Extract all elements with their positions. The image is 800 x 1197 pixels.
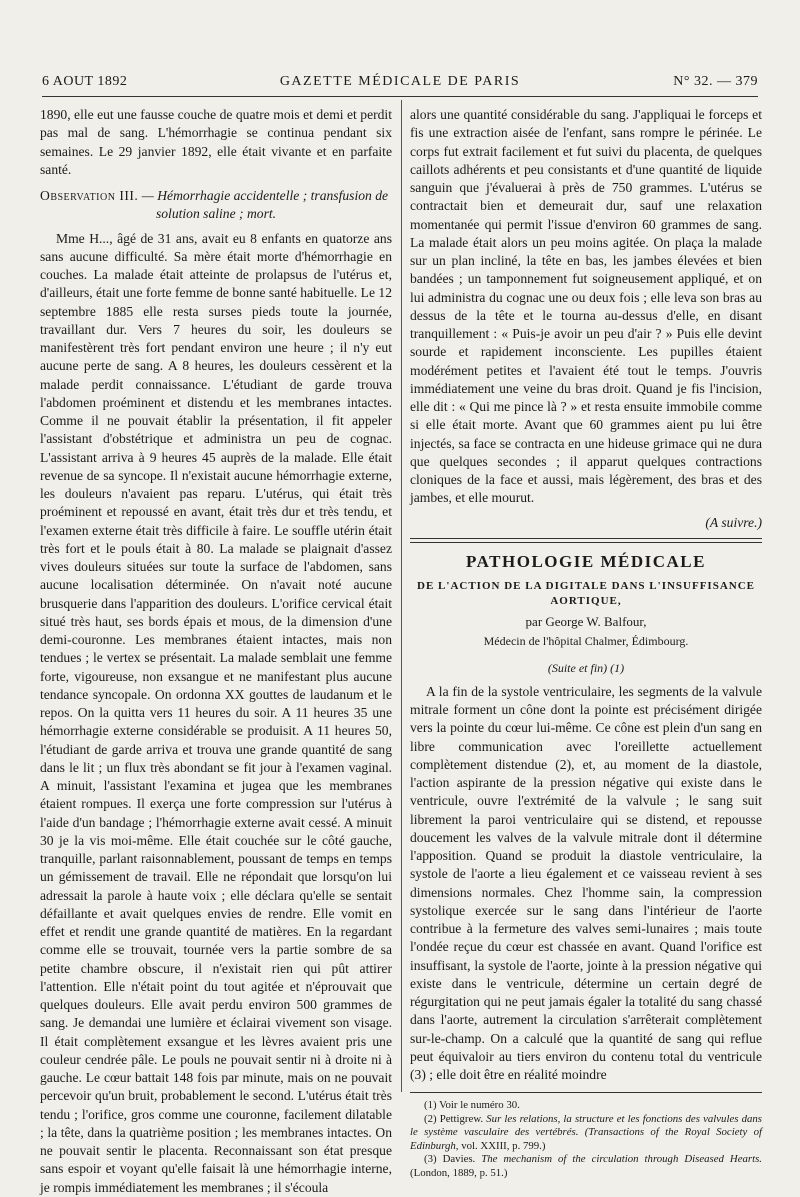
article-body: A la fin de la systole ventriculaire, les segments de la valvule mitrale forment un cône dont la pointe est précisément dirigée vers la pointe du cœur lui-même. Ce cône est plein d'un sang en libre communication avec l'oreillette actuellement complètement distendue (2), et, au moment de la diastole, l'action aspirante de la pression négative qui existe dans le ventricule, ouvre l'extrémité de la valvule ; le sang suit librement la paroi ventriculaire qui se distend, et repousse doucement les valves de la valvule mitrale dont il détermine l'apposition. Quand se produit la diastole ventriculaire, la systole de l'aorte a lieu également et ce vaisseau revient à ses dimensions normales. Chez l'homme sain, la compression systolique exercée sur le sang dans l'intérieur de l'aorte contribue à la fermeture des valves semi-lunaires ; mais toute l'ondée reçue du cœur est chassée en avant. Quand l'orifice est insuffisant, la systole de l'aorte, jointe à la pression négative qui existe dans le ventricule, détermine un certain degré de régurgitation qui ne peut jamais égaler la totalité du sang chassé dans l'aorte, autrement la circulation s'arrêterait complètement sur-le-champ. On a calculé que la quantité de sang qui reflue peut équivaloir au tiers environ du contenu total du ventricule (3) ; elle doit être en réalité moindre [410, 683, 762, 1082]
article-author: par George W. Balfour, [525, 614, 647, 629]
footnote-2-ref: , vol. XXIII, p. 799.) [455, 1139, 546, 1152]
footnote-2-author: (2) Pettigrew. [424, 1112, 487, 1125]
footnote-3-title: The mechanism of the circulation through Diseased Hearts. [481, 1153, 763, 1166]
header-page-number: N° 32. — 379 [673, 74, 758, 89]
footnote-3 [410, 1153, 762, 1180]
header-date: 6 AOUT 1892 [42, 74, 128, 89]
author-affiliation: Médecin de l'hôpital Chalmer, Édimbourg. [483, 634, 689, 649]
header-rule [42, 96, 758, 97]
observation-label: Observation III. [40, 188, 139, 203]
footnote-1: (1) Voir le numéro 30. [424, 1099, 520, 1112]
continued-paragraph-right: alors une quantité considérable du sang. J'appliquai le forceps et fis une extraction aisée de l'enfant, sans rompre le périnée. Le corps fut extrait facilement et fut suivi du placenta, de quelques caillots adhérents et peu consistants et d'une quantité de liquide sanguin que j'évaluerai à près de 750 grammes. L'utérus se contractait bien et demeurait dur, sauf une relaxation momentanée qui permit l'issue d'environ 60 grammes de sang. La malade était alors un peu moins agitée. On plaça la malade sur un plan incliné, la tête en bas, les jambes élevées et bien bandées ; un tamponnement fut soigneusement appliqué, et on lui administra du cognac une ou deux fois ; elle leva son bras au dessus de la tête et le tourna au-dessus d'elle, en disant tranquillement : « Puis-je avoir un peu d'air ? » Puis elle devint sourde et rapidement inconsciente. Les pupilles étaient modérément petites et l'avaient été tout le temps. J'ouvris immédiatement une veine du bras droit. Quand je fis l'incision, elle dit : « Qui me pince là ? » et resta ensuite immobile comme si elle était morte. Avant que 60 grammes aient pu lui être injectés, sa face se contracta en une hideuse grimace qui ne dura que quelques secondes ; il apparut quelques contractions cloniques de la face et aussi, mais légèrement, des bras et des jambes, et elle mourut. [410, 107, 762, 506]
section-separator [410, 538, 762, 543]
observation-heading [40, 187, 392, 224]
column-divider [401, 100, 402, 1092]
left-column [40, 106, 392, 1195]
to-be-continued: (A suivre.) [705, 514, 762, 530]
continued-paragraph: 1890, elle eut une fausse couche de quatre mois et demi et perdit pas mal de sang. L'hémorrhagie se continua pendant six semaines. Le 29 janvier 1892, elle était vivante et en parfaite santé. [40, 107, 392, 177]
article-title: DE L'ACTION DE LA DIGITALE DANS L'INSUFFISANCE AORTIQUE, [417, 580, 755, 607]
page-header [42, 72, 758, 94]
header-title: GAZETTE MÉDICALE DE PARIS [279, 74, 521, 89]
observation-title: — Hémorrhagie accidentelle ; transfusion de [141, 188, 389, 203]
footnote-2 [410, 1113, 762, 1154]
section-title: PATHOLOGIE MÉDICALE [466, 551, 706, 571]
observation-title-continued: solution saline ; mort. [155, 206, 277, 222]
footnote-3-author: (3) Davies. [424, 1153, 482, 1166]
footnote-2-title: Sur les relations, la structure et les fonctions des valvules dans le système vasculaire des vertébrés. (Transactions of the Royal Society of Edinburgh [410, 1112, 762, 1152]
observation-body: Mme H..., âgé de 31 ans, avait eu 8 enfants en quatorze ans sans aucune difficulté. Sa mère était morte d'hémorrhagie en couches. La malade était atteinte de prolapsus de l'utérus et, d'ailleurs, était une forte femme de bonne santé habituelle. Le 12 septembre 1885 elle resta surses pieds toute la journée, travaillant dur. Vers 7 heures du soir, les douleurs se manifestèrent très fort pendant environ une heure ; il n'y eut aucune perte de sang. A 8 heures, les douleurs cessèrent et la malade perdit connaissance. L'étudiant de garde trouva l'abdomen proéminent et distendu et les membranes intactes. Comme il ne pouvait établir la présentation, il fit appeler l'assistant d'obstétrique et administra un peu de cognac. L'assistant arriva à 9 heures 45 auprès de la malade. Elle était revenue de sa syncope. Il n'existait aucune hémorrhagie externe, les douleurs n'avaient pas reparu. L'utérus, qui était très proéminent et repoussé en avant, était très dur et très tendu, et l'examen externe était très difficile à faire. Le souffle utérin était très fort et le pouls était à 80. La malade se plaignait d'assez vives douleurs situées sur toute la surface de l'abdomen, sans aucune localisation déterminée. On n'avait noté aucune brusquerie dans l'apparition des douleurs. L'orifice cervical était situé très haut, ses bords épais et mous, de la dimension d'une demi-couronne. Les membranes étaient intactes, mais non tendues ; le vertex se présentait. La malade semblait une femme forte, vigoureuse, non exsangue et ne manifestant plus aucune tendance syncopale. On ordonna XX gouttes de laudanum et le repos. On la quitta vers 11 heures du soir. A 11 heures 35 une hémorrhagie externe considérable se produisit. A 11 heures 50, l'étudiant de garde arriva et trouva une grande quantité de sang dans le lit ; un flux très abondant se fit jour à l'examen vaginal. A minuit, l'assistant l'examina et jugea que les membranes étaient rompues. Il exerça une forte compression sur l'utérus à l'aide d'un bandage ; l'hémorrhagie externe avait cessé. A minuit 30 je la vis moi-même. Elle était couchée sur le côté gauche, tranquille, parlant raisonnablement, poussant de temps en temps un gémissement de travail. Elle ne répondait que lorsqu'on lui adressait la parole à haute voix ; elle déclara qu'elle se sentait défaillante et avait quelques envies de rendre. Elle vomit en effet et rendit une grande quantité de matières. En la regardant comme elle se trouvait, tournée vers la partie sombre de sa petite chambre obscure, il n'existait rien qui pût attirer l'attention. Elle n'était point du tout agitée et n'éprouvait que quelques douleurs. Elle avait perdu environ 500 grammes de sang. Je demandai une lumière et éclairai vivement son visage. Il était complètement exsangue et les lèvres avaient pris une couleur cendrée pâle. Le pouls ne pouvait sentir ni à droite ni à gauche. Le cœur battait 148 fois par minute, mais on ne pouvait percevoir qu'un bruit, probablement le second. L'utérus était très tendu ; l'orifice, gros comme une couronne, facilement dilatable ; la tête, dans la quatrième position ; les membranes intactes. On ne pouvait sentir le placenta. Reconnaissant son état presque sans espoir et voyant qu'elle faisait là une hémorrhagie interne, je rompis immédiatement les membranes ; il s'écoula [40, 230, 392, 1195]
right-column [410, 106, 763, 1179]
article-suite-note: (Suite et fin) (1) [547, 660, 625, 675]
footnote-rule [410, 1092, 762, 1093]
footnote-3-ref: (London, 1889, p. 51.) [410, 1166, 508, 1179]
